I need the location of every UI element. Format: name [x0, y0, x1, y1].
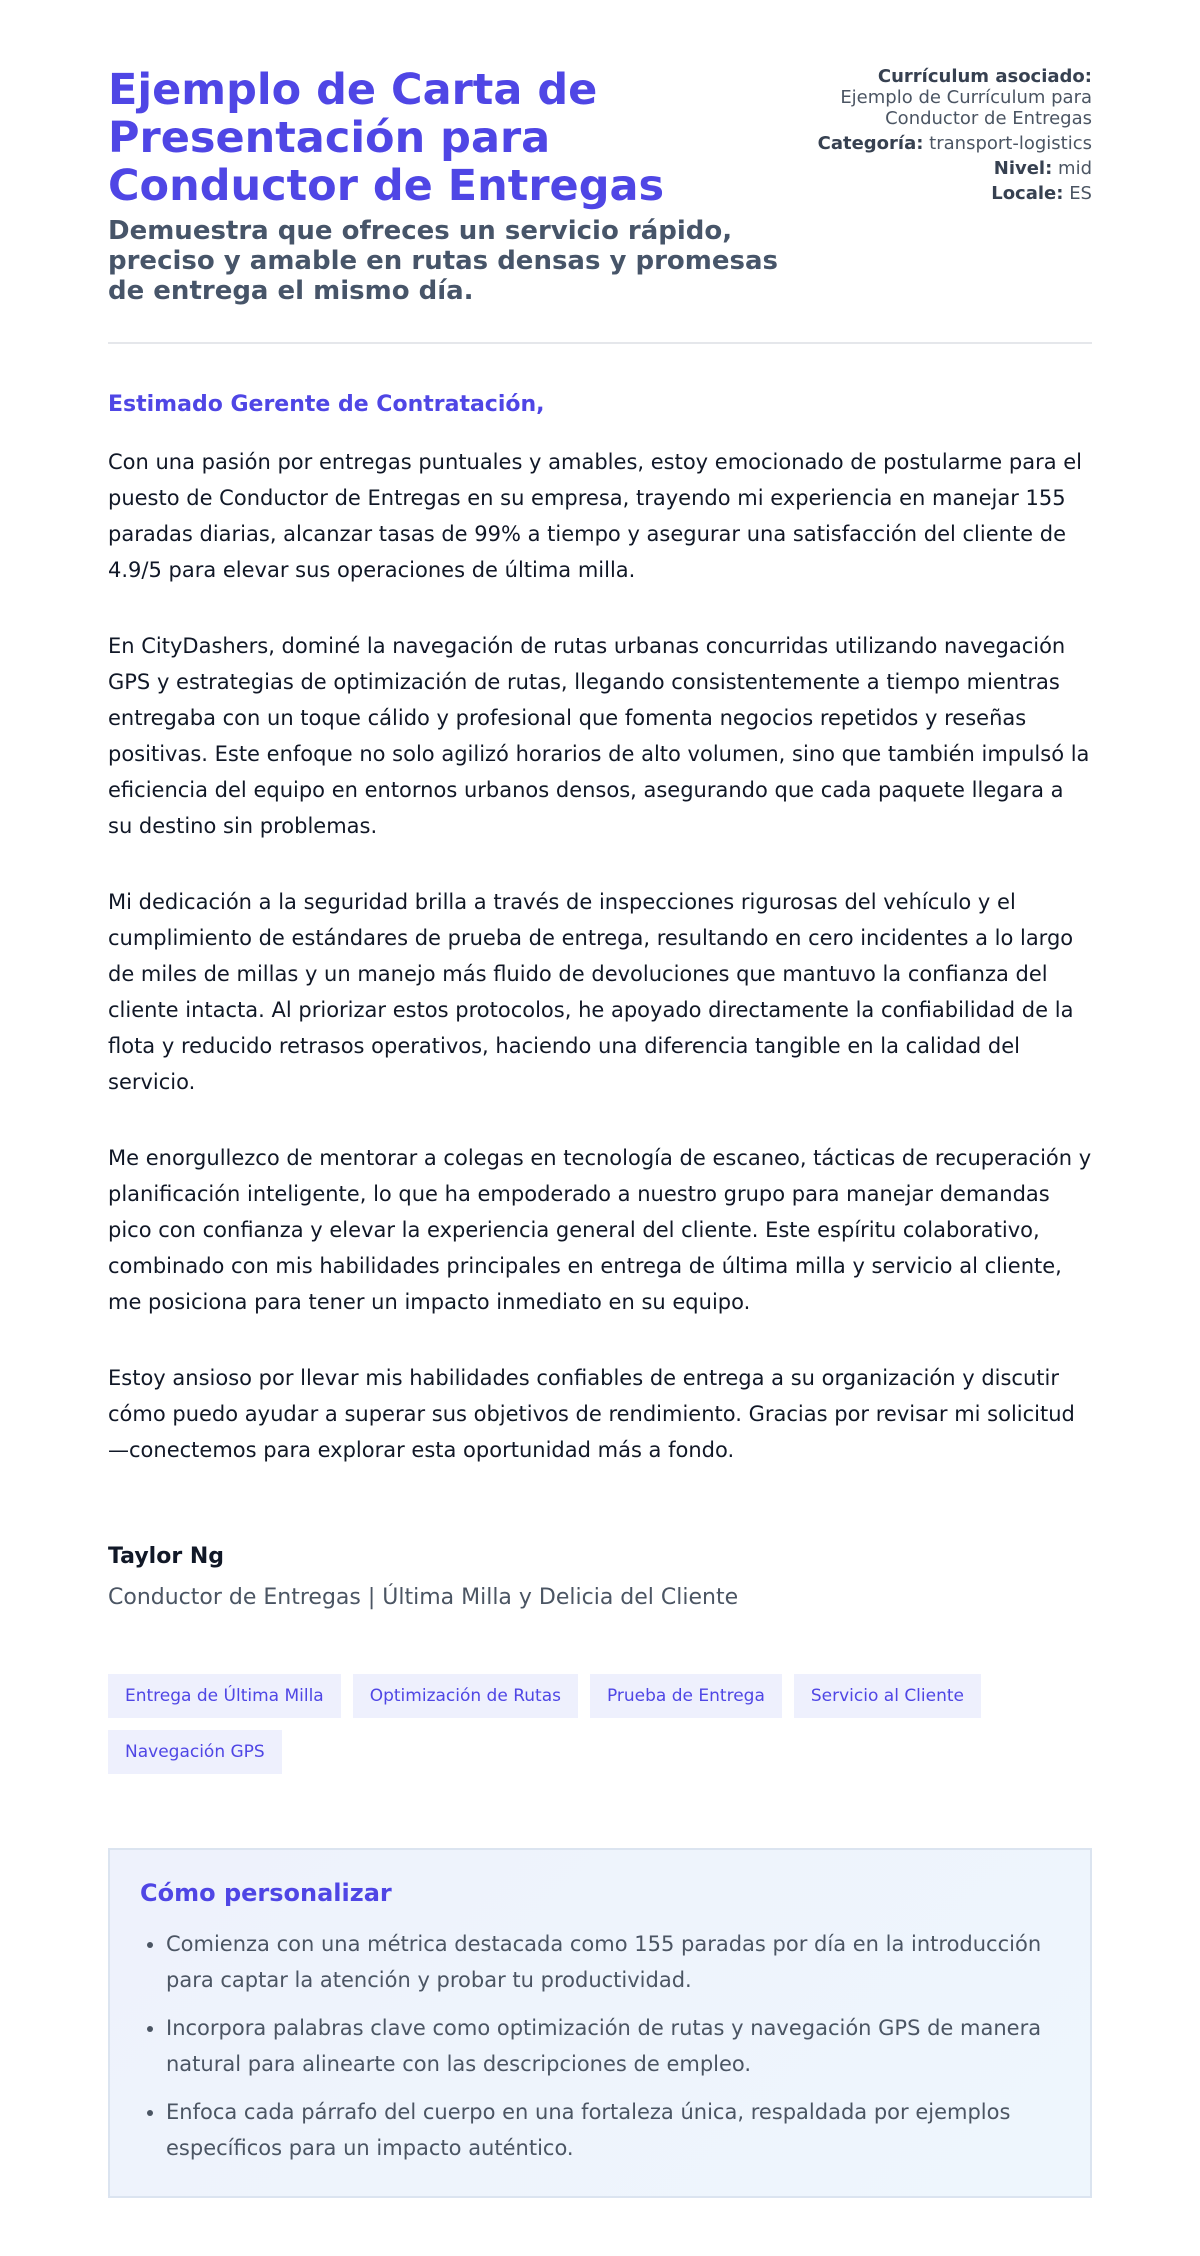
page-subtitle: Demuestra que ofreces un servicio rápido, preciso y amable en rutas densas y promesas de entrega el mismo día.	[108, 216, 779, 306]
meta-panel	[792, 66, 1092, 208]
skill-tag: Navegación GPS	[108, 1730, 282, 1774]
meta-locale-value: ES	[1069, 183, 1092, 204]
tip-item: • Comienza con una métrica destacada como 155 paradas por día en la introducción para captar la atención y probar tu productividad.	[166, 1926, 1060, 1998]
header-divider	[108, 342, 1092, 344]
tip-item: • Enfoca cada párrafo del cuerpo en una fortaleza única, respaldada por ejemplos específicos para un impacto auténtico.	[166, 2094, 1060, 2166]
page-title: Ejemplo de Carta de Presentación para Conductor de Entregas	[108, 65, 665, 211]
letter-header	[108, 0, 1092, 306]
skill-tags	[108, 1674, 1092, 1774]
meta-resume-label: Currículum asociado:	[877, 66, 1092, 87]
letter-paragraph: Estoy ansioso por llevar mis habilidades confiables de entrega a su organización y discutir cómo puedo ayudar a superar sus objetivos de rendimiento. Gracias por revisar mi solicitud—conectemos para explorar esta oportunidad más a fondo.	[108, 1366, 1075, 1462]
tip-item: • Incorpora palabras clave como optimización de rutas y navegación GPS de manera natural para alinearte con las descripciones de empleo.	[166, 2010, 1060, 2082]
skill-tag: Prueba de Entrega	[590, 1674, 782, 1718]
meta-level	[792, 158, 1092, 179]
meta-level-value: mid	[1058, 158, 1092, 179]
tips-list	[140, 1926, 1060, 2166]
meta-category-label: Categoría:	[817, 133, 924, 154]
letter-paragraph: Mi dedicación a la seguridad brilla a través de inspecciones rigurosas del vehículo y el cumplimiento de estándares de prueba de entrega, resultando en cero incidentes a lo largo de miles de millas y un manejo más fluido de devoluciones que mantuvo la confianza del cliente intacta. Al priorizar estos protocolos, he apoyado directamente la confiabilidad de la flota y reducido retrasos operativos, haciendo una diferencia tangible en la calidad del servicio.	[108, 890, 1074, 1094]
meta-locale-label: Locale:	[991, 183, 1064, 204]
customization-tips	[108, 1848, 1092, 2198]
letter-body	[108, 392, 1092, 1468]
meta-resume-value: Ejemplo de Currículum para Conductor de Entregas	[840, 87, 1092, 129]
meta-locale	[792, 183, 1092, 204]
title-block	[108, 66, 788, 306]
skill-tag: Optimización de Rutas	[353, 1674, 578, 1718]
meta-resume	[792, 66, 1092, 129]
salutation: Estimado Gerente de Contratación,	[108, 392, 545, 417]
letter-paragraph: Con una pasión por entregas puntuales y amables, estoy emocionado de postularme para el puesto de Conductor de Entregas en su empresa, trayendo mi experiencia en manejar 155 paradas diarias, alcanzar tasas de 99% a tiempo y asegurar una satisfacción del cliente de 4.9/5 para elevar sus operaciones de última milla.	[108, 450, 1082, 582]
meta-category-value: transport-logistics	[929, 133, 1092, 154]
signature-block	[108, 1544, 1092, 1612]
skill-tag: Entrega de Última Milla	[108, 1674, 341, 1718]
skill-tag: Servicio al Cliente	[794, 1674, 981, 1718]
meta-category	[792, 133, 1092, 154]
meta-level-label: Nivel:	[993, 158, 1053, 179]
letter-paragraph: Me enorgullezco de mentorar a colegas en tecnología de escaneo, tácticas de recuperación y planificación inteligente, lo que ha empoderado a nuestro grupo para manejar demandas pico con confianza y elevar la experiencia general del cliente. Este espíritu colaborativo, combinado con mis habilidades principales en entrega de última milla y servicio al cliente, me posiciona para tener un impacto inmediato en su equipo.	[108, 1146, 1092, 1314]
signature-title: Conductor de Entregas | Última Milla y Delicia del Cliente	[108, 1585, 739, 1610]
tips-title: Cómo personalizar	[140, 1879, 392, 1907]
letter-paragraph: En CityDashers, dominé la navegación de rutas urbanas concurridas utilizando navegación GPS y estrategias de optimización de rutas, llegando consistentemente a tiempo mientras entregaba con un toque cálido y profesional que fomenta negocios repetidos y reseñas positivas. Este enfoque no solo agilizó horarios de alto volumen, sino que también impulsó la eficiencia del equipo en entornos urbanos densos, asegurando que cada paquete llegara a su destino sin problemas.	[108, 634, 1090, 838]
signature-name: Taylor Ng	[108, 1544, 225, 1569]
